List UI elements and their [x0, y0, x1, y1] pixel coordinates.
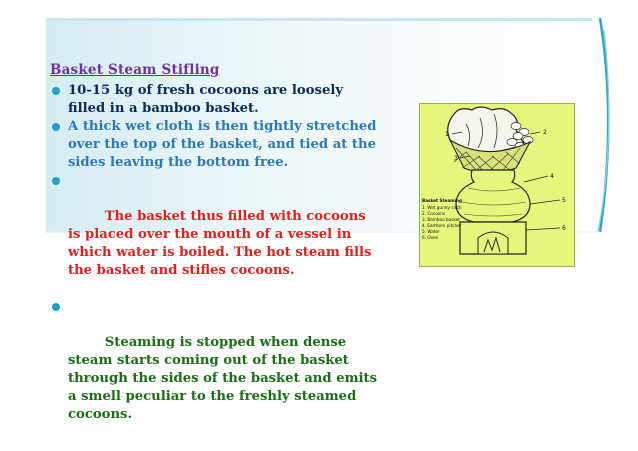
bullet-item	[50, 298, 380, 442]
slide-title: Basket Steam Stifling	[50, 62, 220, 78]
legend-title: Basket Steaming	[422, 198, 462, 203]
legend-item: 3. Bamboo basket	[422, 217, 460, 222]
callout-number: 2	[543, 129, 547, 136]
bullet-text: The basket thus filled with cocoons is placed over the mouth of a vessel in which water is boiled. The hot steam fills the basket and stifles cocoons.	[68, 209, 377, 278]
bullet-dot-icon	[52, 123, 60, 131]
callout-number: 4	[550, 173, 554, 180]
legend-item: 5. Water	[422, 229, 440, 234]
bullet-item	[50, 82, 380, 118]
bullet-dot-icon	[52, 177, 60, 185]
bullet-text: Steaming is stopped when dense steam starts coming out of the basket through the sides of the basket and emits a smell peculiar to the freshly steamed cocoons.	[68, 335, 382, 422]
bullet-text: A thick wet cloth is then tightly stretched over the top of the basket, and tied at the sides leaving the bottom free.	[68, 119, 377, 170]
legend-item: 1. Wet gunny cloth	[422, 205, 462, 210]
bullet-text: 10-15 kg of fresh cocoons are loosely filled in a bamboo basket.	[68, 83, 344, 116]
basket-steaming-figure	[419, 103, 575, 267]
bullet-list	[50, 82, 380, 442]
bullet-item	[50, 118, 380, 172]
legend-item: 4. Earthern pitcher	[422, 223, 462, 228]
legend-item: 6. Oven	[422, 235, 439, 240]
callout-number: 6	[562, 225, 566, 232]
bullet-dot-icon	[52, 303, 60, 311]
callout-number: 5	[562, 197, 566, 204]
legend-item: 2. Cocoons	[422, 211, 446, 216]
bullet-dot-icon	[52, 87, 60, 95]
header-band-edge	[46, 18, 592, 21]
callout-number: 3	[454, 155, 458, 162]
bullet-item	[50, 172, 380, 298]
basket-steaming-illustration	[420, 104, 574, 266]
callout-number: 1	[445, 131, 449, 138]
